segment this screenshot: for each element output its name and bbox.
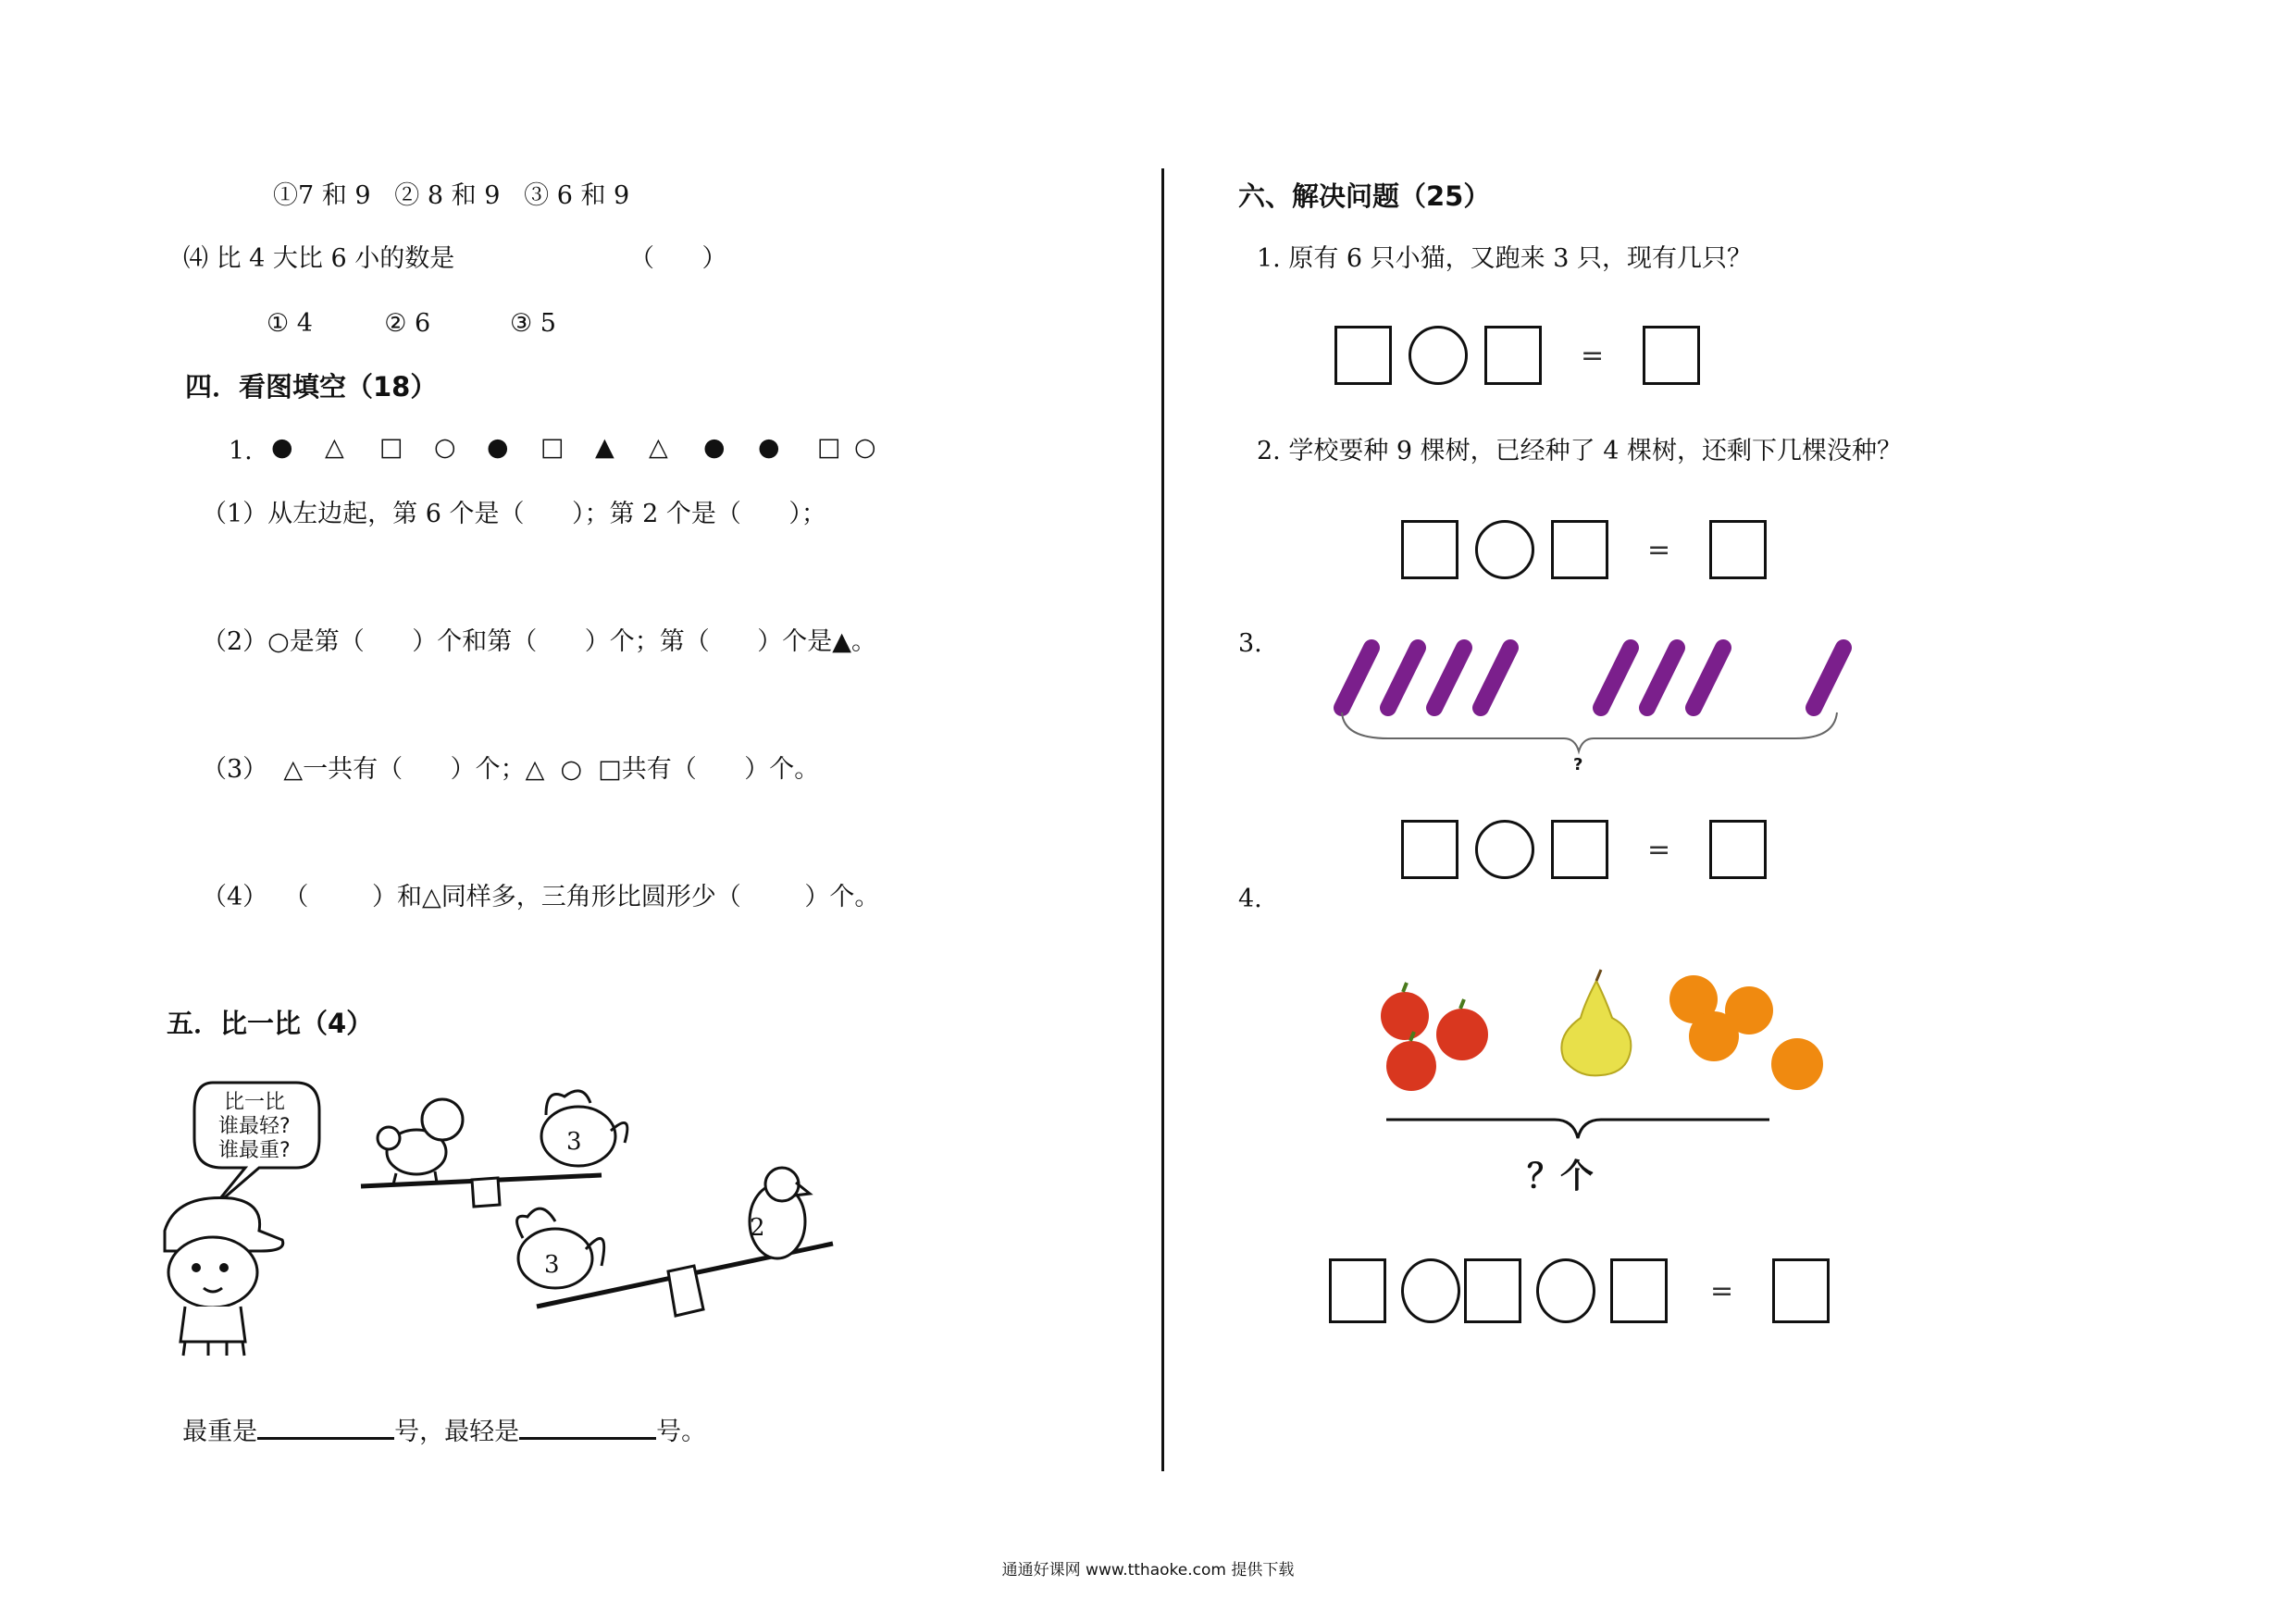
sequence-shape: ○: [434, 433, 456, 462]
sequence-shape: ●: [758, 433, 780, 462]
stick: [1694, 648, 1723, 708]
brace-question-mark: ?: [1573, 755, 1583, 774]
answer-line: [167, 1390, 706, 1444]
equals-sign: =: [1581, 339, 1605, 372]
answer-box[interactable]: [1709, 820, 1767, 879]
options-q4: ① 4 ② 6 ③ 5: [267, 309, 556, 338]
stick: [1388, 648, 1418, 708]
answer-box[interactable]: [1329, 1258, 1386, 1323]
equation-row-2: [1401, 520, 1767, 579]
answer-box[interactable]: [1643, 326, 1700, 385]
answer-box[interactable]: [1484, 326, 1542, 385]
operator-circle[interactable]: [1401, 1258, 1460, 1323]
fruit-illustration: [1370, 962, 1851, 1203]
animal-number: 3: [544, 1251, 560, 1279]
question-4-answer-paren: （ ）: [629, 244, 727, 273]
sequence-shape: △: [325, 433, 344, 462]
operator-circle[interactable]: [1409, 326, 1468, 385]
part-3-text: （3） △一共有（ ）个；△ ○ □共有（ ）个。: [202, 755, 820, 784]
sequence-shape: ●: [271, 433, 293, 462]
part-1-text: （1）从左边起，第 6 个是（ ）；第 2 个是（ ）；: [202, 500, 826, 528]
equals-sign: =: [1710, 1274, 1734, 1307]
footer-source: 通通好课网 www.tthaoke.com 提供下载: [1001, 1561, 1295, 1580]
column-divider: [1161, 168, 1164, 1471]
answer-blank-lightest[interactable]: [519, 1415, 656, 1440]
equals-sign: =: [1647, 533, 1671, 566]
section-4-title: 四．看图填空（18）: [185, 371, 438, 403]
brace-label: ？个: [1527, 1158, 1595, 1196]
operator-circle[interactable]: [1475, 520, 1534, 579]
animal-number: 2: [750, 1214, 765, 1242]
sequence-shape: □: [817, 433, 841, 462]
stick: [1481, 648, 1510, 708]
problem-1-text: 1. 原有 6 只小猫，又跑来 3 只，现有几只？: [1257, 244, 1753, 273]
stick: [1434, 648, 1464, 708]
part-2-text: （2）○是第（ ）个和第（ ）个；第（ ）个是▲。: [202, 627, 876, 656]
brace: [1342, 712, 1837, 751]
seesaw-illustration: [157, 1046, 842, 1360]
problem-2-text: 2. 学校要种 9 棵树，已经种了 4 棵树，还剩下几棵没种？: [1257, 437, 1903, 465]
brace: [1386, 1120, 1769, 1138]
sequence-number: 1.: [229, 437, 253, 465]
answer-box[interactable]: [1401, 820, 1458, 879]
apples: [1381, 983, 1488, 1091]
answer-suffix: 号。: [656, 1418, 707, 1446]
seesaw-bottom: [517, 1168, 833, 1316]
section-5-title: 五．比一比（4）: [167, 1008, 374, 1039]
equation-row-3: [1401, 820, 1767, 879]
equation-row-4: [1329, 1258, 1830, 1323]
answer-box[interactable]: [1401, 520, 1458, 579]
equals-sign: =: [1647, 833, 1671, 866]
problem-3-number: 3.: [1238, 629, 1262, 658]
stick: [1342, 648, 1371, 708]
options-q3: ①7 和 9 ② 8 和 9 ③ 6 和 9: [273, 181, 630, 210]
bubble-line-2: 谁最轻?: [218, 1115, 291, 1138]
sequence-shape: □: [540, 433, 565, 462]
stick: [1814, 648, 1843, 708]
answer-box[interactable]: [1551, 820, 1608, 879]
sequence-shape: ●: [703, 433, 726, 462]
answer-blank-heaviest[interactable]: [257, 1415, 394, 1440]
problem-4-number: 4.: [1238, 885, 1262, 913]
answer-box[interactable]: [1709, 520, 1767, 579]
section-6-title: 六、解决问题（25）: [1238, 180, 1491, 212]
sequence-shape: ○: [854, 433, 876, 462]
answer-box[interactable]: [1464, 1258, 1521, 1323]
answer-box[interactable]: [1610, 1258, 1668, 1323]
bubble-line-1: 比一比: [224, 1091, 286, 1114]
answer-box[interactable]: [1772, 1258, 1830, 1323]
sequence-shape: △: [649, 433, 668, 462]
sequence-shape: ▲: [595, 433, 614, 462]
sequence-shape: □: [379, 433, 403, 462]
operator-circle[interactable]: [1475, 820, 1534, 879]
oranges: [1669, 975, 1823, 1090]
equation-row-1: [1334, 326, 1700, 385]
bubble-line-3: 谁最重?: [218, 1139, 291, 1162]
animal-number: 3: [566, 1128, 582, 1156]
stick: [1601, 648, 1631, 708]
answer-lightest-label: 号，最轻是: [394, 1418, 520, 1446]
question-4-label: ⑷ 比 4 大比 6 小的数是: [183, 244, 455, 273]
answer-box[interactable]: [1334, 326, 1392, 385]
stick: [1647, 648, 1677, 708]
seesaw-top: [361, 1091, 627, 1207]
sticks-illustration: [1333, 638, 1869, 777]
answer-box[interactable]: [1551, 520, 1608, 579]
pear: [1561, 970, 1631, 1075]
part-4-text: （4） （ ）和△同样多，三角形比圆形少（ ）个。: [202, 883, 880, 911]
operator-circle[interactable]: [1536, 1258, 1595, 1323]
answer-heaviest-label: 最重是: [182, 1418, 258, 1446]
sequence-shape: ●: [487, 433, 509, 462]
boy-figure: [165, 1197, 283, 1356]
